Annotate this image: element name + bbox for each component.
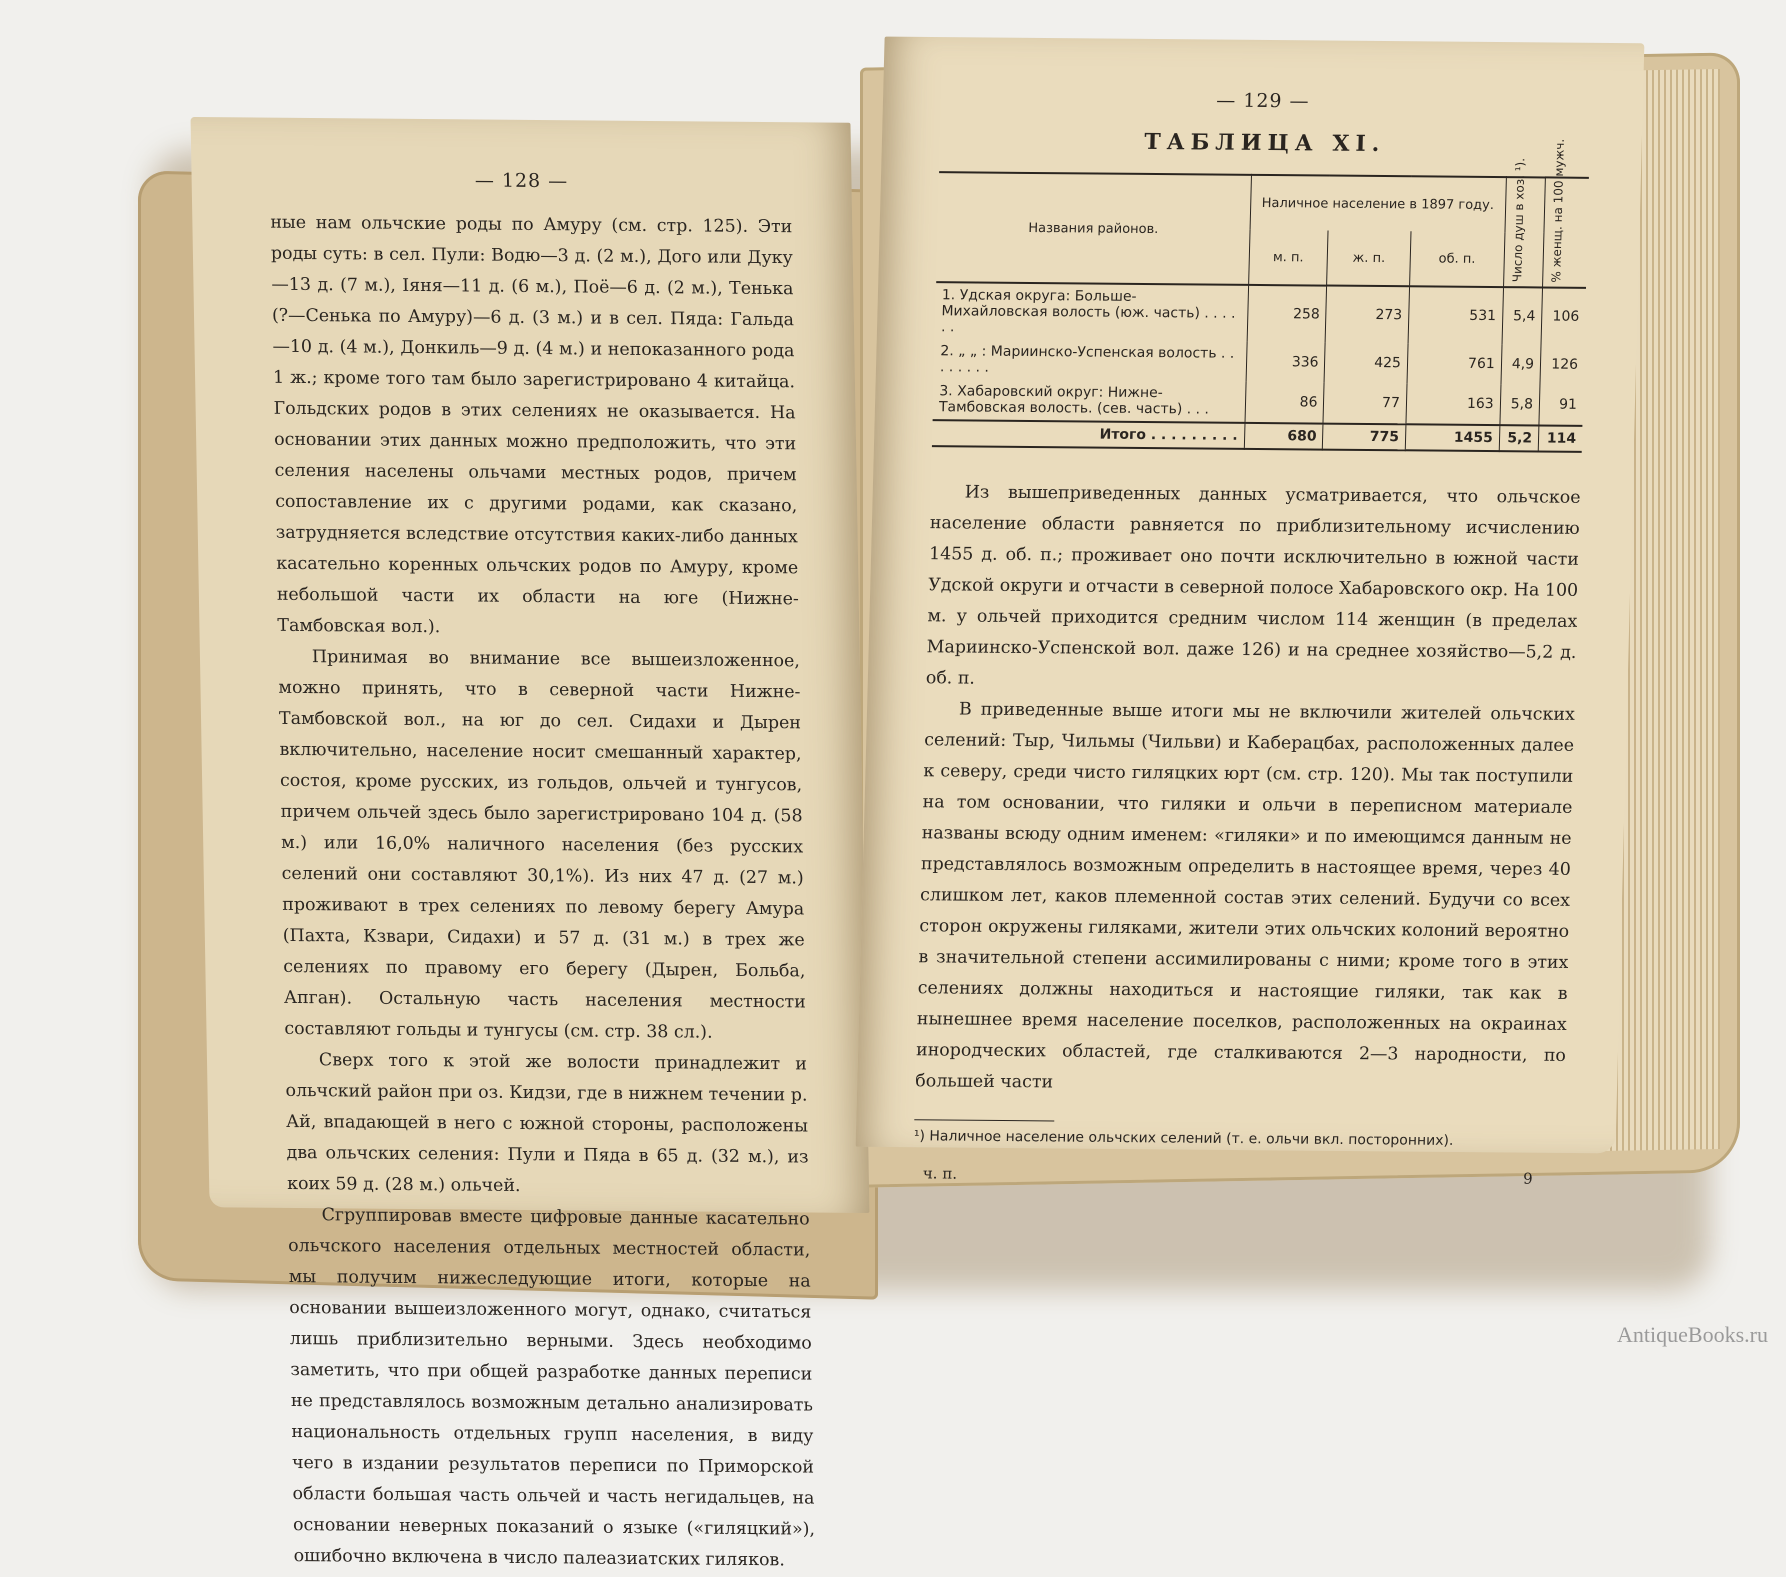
table-row bbox=[933, 379, 1584, 426]
total-hh: 5,2 bbox=[1499, 425, 1539, 451]
left-paragraph: Сверх того к этой же волости принадлежит и ольчский район при оз. Кидзи, где в нижнем течении р. Ай, впадающей в него с южной стороны, расположены два ольчских селения: Пули и Пяда в 65 д. (32 м.), из коих 59 д. (28 м.) ольчей. bbox=[285, 1050, 809, 1196]
total-f: 775 bbox=[1323, 424, 1406, 451]
row-m: 86 bbox=[1245, 382, 1325, 424]
row-f: 273 bbox=[1326, 286, 1410, 344]
left-paragraph: Принимая во внимание все вышеизложенное, можно принять, что в северной части Нижне-Тамбовской вол., на юг до сел. Сидахи и Дырен включительно, население носит смешанный характер, состоя, кроме русских, из гольдов, ольчей и тунгусов, причем ольчей здесь было зарегистрировано 104 д. (58 м.) или 16,0% наличного населения (без русских селений они составляют 30,1%). Из них 47 д. (27 м.) проживают в трех селениях по левому берегу Амура (Пахта, Кзвари, Сидахи) и 57 д. (31 м.) в трех же селениях по правому его берегу (Дырен, Больба, Апган). Остальную часть населения местности составляют гольды и тунгусы (см. стр. 38 сл.). bbox=[278, 647, 806, 1043]
col-header-households: Число душ в хоз. ¹). bbox=[1503, 177, 1545, 287]
row-hh: 5,8 bbox=[1500, 384, 1540, 425]
right-paragraph: В приведенные выше итоги мы не включили жителей ольчских селений: Тыр, Чильмы (Чильви) и Каберацбах, расположенных далее к северу, среди чисто гиляцких юрт (см. стр. 120). Мы так поступили на том основании, что гиляки и ольчи в переписном материале названы всюду одним именем: «гиляки» и по имеющимся данным не представлялось возможным определить в настоящее время, через 40 слишком лет, каков племенной состав этих селений. Будучи со всех сторон окружены гиляками, жители этих ольчских колоний вероятно в значительной степени ассимилированы с ними; кроме того в этих селениях должны находиться и настоящие гиляки, так как в нынешнее время население поселков, расположенных на окраинах инородческих областей, где сталкиваются 2—3 народности, по большей части bbox=[915, 699, 1576, 1093]
table-row bbox=[934, 339, 1585, 385]
row-ratio: 126 bbox=[1540, 344, 1584, 384]
row-hh: 4,9 bbox=[1501, 344, 1541, 384]
table-total-row bbox=[932, 420, 1582, 452]
row-m: 336 bbox=[1246, 342, 1326, 383]
right-page-number: — 129 — bbox=[1215, 89, 1310, 113]
right-page-text bbox=[855, 127, 1642, 1189]
row-both: 761 bbox=[1407, 343, 1502, 384]
left-page-text bbox=[192, 207, 876, 1577]
watermark: AntiqueBooks.ru bbox=[1617, 1322, 1768, 1347]
right-page bbox=[856, 37, 1645, 1188]
col-header-ratio: % женщ. на 100 мужч. bbox=[1543, 177, 1589, 287]
right-paragraph: Из вышеприведенных данных усматривается, что ольчское население области равняется по приблизительному исчислению 1455 д. об. п.; проживает оно почти исключительно в южной части Удской округи и отчасти в северной полосе Хабаровского окр. На 100 м. у ольчей приходится средним числом 114 женщин (в пределах Мариинско-Успенской вол. даже 126) и на среднее хозяйство—5,2 д. об. п. bbox=[925, 482, 1581, 689]
left-page-number: — 128 — bbox=[474, 169, 569, 193]
row-ratio: 91 bbox=[1539, 384, 1583, 425]
total-ratio: 114 bbox=[1538, 425, 1582, 451]
row-f: 77 bbox=[1323, 383, 1406, 425]
row-both: 163 bbox=[1406, 383, 1501, 425]
row-f: 425 bbox=[1325, 343, 1408, 384]
row-name: 3. Хабаровский округ: Нижне-Тамбовская волость. (сев. часть) . . . bbox=[938, 383, 1210, 418]
col-header-m: м. п. bbox=[1248, 230, 1328, 286]
row-hh: 5,4 bbox=[1502, 287, 1543, 344]
row-ratio: 106 bbox=[1541, 287, 1586, 344]
total-both: 1455 bbox=[1405, 424, 1500, 451]
row-both: 531 bbox=[1408, 286, 1503, 344]
row-name: 2. „ „ : Мариинско-Успенская волость . . . . . . . . bbox=[939, 343, 1235, 376]
total-name: Итого . . . . . . . . . bbox=[1099, 426, 1238, 444]
signature-left: ч. п. bbox=[922, 1164, 958, 1183]
table-row bbox=[935, 282, 1586, 345]
left-paragraph: Сгруппировав вместе цифровые данные касательно ольчского населения отдельных местностей области, мы получим нижеследующие итоги, которые на основании вышеизложенного могут, однако, считаться лишь приблизительно верными. Здесь необходимо заметить, что при общей разработке данных переписи не представлялось возможным детально анализировать национальность отдельных групп населения, в виду чего в издании результатов переписи по Приморской области большая часть ольчей и часть негидальцев, на основании неверных показаний о языке («гиляцкий»), ошибочно включена в число палеазиатских гиляков. bbox=[288, 1205, 816, 1571]
footnote: ¹) Наличное население ольчских селений (т. е. ольчи вкл. посторонних). bbox=[913, 1128, 1454, 1149]
row-name: 1. Удская округа: Больше-Михайловская волость (юж. часть) . . . . . . bbox=[940, 287, 1236, 336]
table-title: ТАБЛИЦА XI. bbox=[1143, 128, 1386, 158]
col-header-population: Наличное население в 1897 году. bbox=[1250, 175, 1507, 232]
left-page bbox=[191, 117, 870, 1571]
col-header-f: ж. п. bbox=[1327, 231, 1411, 287]
row-m: 258 bbox=[1247, 285, 1327, 343]
total-m: 680 bbox=[1244, 423, 1324, 450]
signature-right: 9 bbox=[1522, 1169, 1533, 1188]
footnote-rule bbox=[914, 1119, 1054, 1121]
col-header-both: об. п. bbox=[1409, 231, 1504, 287]
left-paragraph: ные нам ольчские роды по Амуру (см. стр. 125). Эти роды суть: в сел. Пули: Водю—3 д. (2 м.), Дого или Дуку—13 д. (7 м.), Іяня—11 д. (6 м.), Поё—6 д. (2 м.), Тенька (?—Сенька по Амуру)—6 д. (3 м.) и в сел. Пяда: Гальда—10 д. (4 м.), Донкиль—9 д. (4 м.) и непоказанного рода 1 ж.; кроме того там было зарегистрировано 4 китайца. Гольдских родов в этих селениях не оказывается. На основании этих данных можно предположить, что эти селения населены ольчами местных родов, причем сопоставление их с другими родами, как сказано, затрудняется вследствие отсутствия каких-либо данных касательно коренных ольчских родов по Амуру, кроме небольшой части их области на юге (Нижне-Тамбовская вол.). bbox=[270, 212, 799, 638]
col-header-name: Названия районов. bbox=[1028, 220, 1159, 237]
